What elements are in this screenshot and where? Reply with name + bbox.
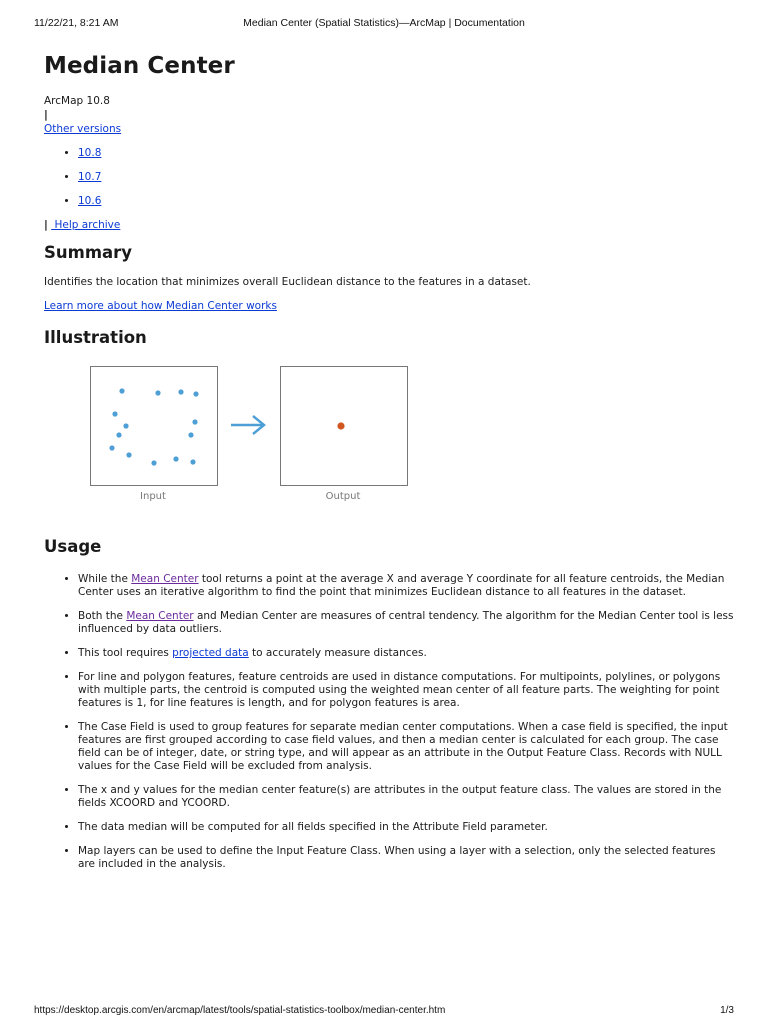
input-point <box>151 460 156 465</box>
mean-center-link[interactable]: Mean Center <box>131 573 199 585</box>
help-archive-link[interactable]: Help archive <box>51 219 121 231</box>
input-point <box>126 452 131 457</box>
print-page-number: 1/3 <box>720 1005 734 1016</box>
versions-list <box>44 146 734 208</box>
version-item <box>78 170 734 184</box>
illustration-figure <box>44 366 734 516</box>
median-center-point <box>337 422 344 429</box>
usage-text: to accurately measure distances. <box>248 647 427 659</box>
other-versions-link[interactable]: Other versions <box>44 123 122 135</box>
usage-text: Map layers can be used to define the Input Feature Class. When using a layer with a selection, only the selected features are included in the analysis. <box>78 845 716 870</box>
usage-item <box>78 573 734 599</box>
version-separator: | <box>44 109 48 121</box>
usage-text: and Median Center are measures of central tendency. The algorithm for the Median Center tool is less influenced by data outliers. <box>78 610 734 635</box>
input-point <box>112 411 117 416</box>
summary-heading: Summary <box>44 243 133 262</box>
input-point <box>155 390 160 395</box>
main-content <box>44 52 734 882</box>
usage-item <box>78 845 734 871</box>
input-point <box>193 391 198 396</box>
help-archive-line <box>44 218 734 232</box>
version-selector <box>44 94 734 232</box>
usage-text: This tool requires <box>78 647 173 659</box>
usage-text: tool returns a point at the average X and average Y coordinate for all feature centroids, the Median Center uses an iterative algorithm to find the point that minimizes Euclidean distance to all features in the dataset. <box>78 573 725 598</box>
usage-list <box>44 573 734 871</box>
projected-data-link[interactable]: projected data <box>172 647 249 659</box>
illustration-heading: Illustration <box>44 328 147 347</box>
usage-text: The Case Field is used to group features for separate median center computations. When a case field is specified, the input features are first grouped according to case field values, and then a median center is calculated for each group. The case field can be of integer, date, or string type, and will appear as an attribute in the Output Feature Class. Records with NULL values for the Case Field will be excluded from analysis. <box>78 721 728 772</box>
page-title: Median Center <box>44 53 235 79</box>
input-point <box>190 459 195 464</box>
input-point <box>192 419 197 424</box>
usage-text: The x and y values for the median center feature(s) are attributes in the output feature class. The values are stored in the fields XCOORD and YCOORD. <box>78 784 722 809</box>
usage-text: The data median will be computed for all fields specified in the Attribute Field parameter. <box>78 821 548 833</box>
help-separator: | <box>44 219 48 231</box>
version-link-10-7[interactable]: 10.7 <box>78 171 102 183</box>
input-point <box>173 456 178 461</box>
print-url: https://desktop.arcgis.com/en/arcmap/latest/tools/spatial-statistics-toolbox/median-center.htm <box>34 1005 446 1016</box>
input-points-plot <box>91 367 217 485</box>
input-point <box>123 423 128 428</box>
input-point <box>119 388 124 393</box>
usage-heading: Usage <box>44 537 102 556</box>
usage-item <box>78 671 734 710</box>
input-point <box>178 389 183 394</box>
version-link-10-6[interactable]: 10.6 <box>78 195 102 207</box>
output-point-plot <box>281 367 407 485</box>
product-version: ArcMap 10.8 <box>44 95 110 107</box>
usage-item <box>78 784 734 810</box>
input-point <box>188 432 193 437</box>
learn-more-link[interactable]: Learn more about how Median Center works <box>44 300 277 312</box>
version-item <box>78 194 734 208</box>
usage-text: While the <box>78 573 132 585</box>
output-panel <box>280 366 408 486</box>
print-doc-title: Median Center (Spatial Statistics)—ArcMap | Documentation <box>243 17 525 29</box>
mean-center-link[interactable]: Mean Center <box>126 610 194 622</box>
input-caption: Input <box>140 491 166 502</box>
usage-text: Both the <box>78 610 127 622</box>
version-link-10-8[interactable]: 10.8 <box>78 147 102 159</box>
output-caption: Output <box>325 491 361 502</box>
input-point <box>116 432 121 437</box>
usage-item <box>78 647 734 660</box>
usage-item <box>78 821 734 834</box>
version-item <box>78 146 734 160</box>
summary-text: Identifies the location that minimizes overall Euclidean distance to the features in a dataset. <box>44 276 531 288</box>
arrow-right-icon <box>229 414 269 436</box>
usage-item <box>78 721 734 773</box>
usage-item <box>78 610 734 636</box>
print-datetime: 11/22/21, 8:21 AM <box>34 17 119 29</box>
input-panel <box>90 366 218 486</box>
usage-text: For line and polygon features, feature centroids are used in distance computations. For multipoints, polylines, or polygons with multiple parts, the centroid is computed using the weighted mean center of all feature parts. The weighting for point features is 1, for line features is length, and for polygon features is area. <box>78 671 721 709</box>
input-point <box>109 445 114 450</box>
